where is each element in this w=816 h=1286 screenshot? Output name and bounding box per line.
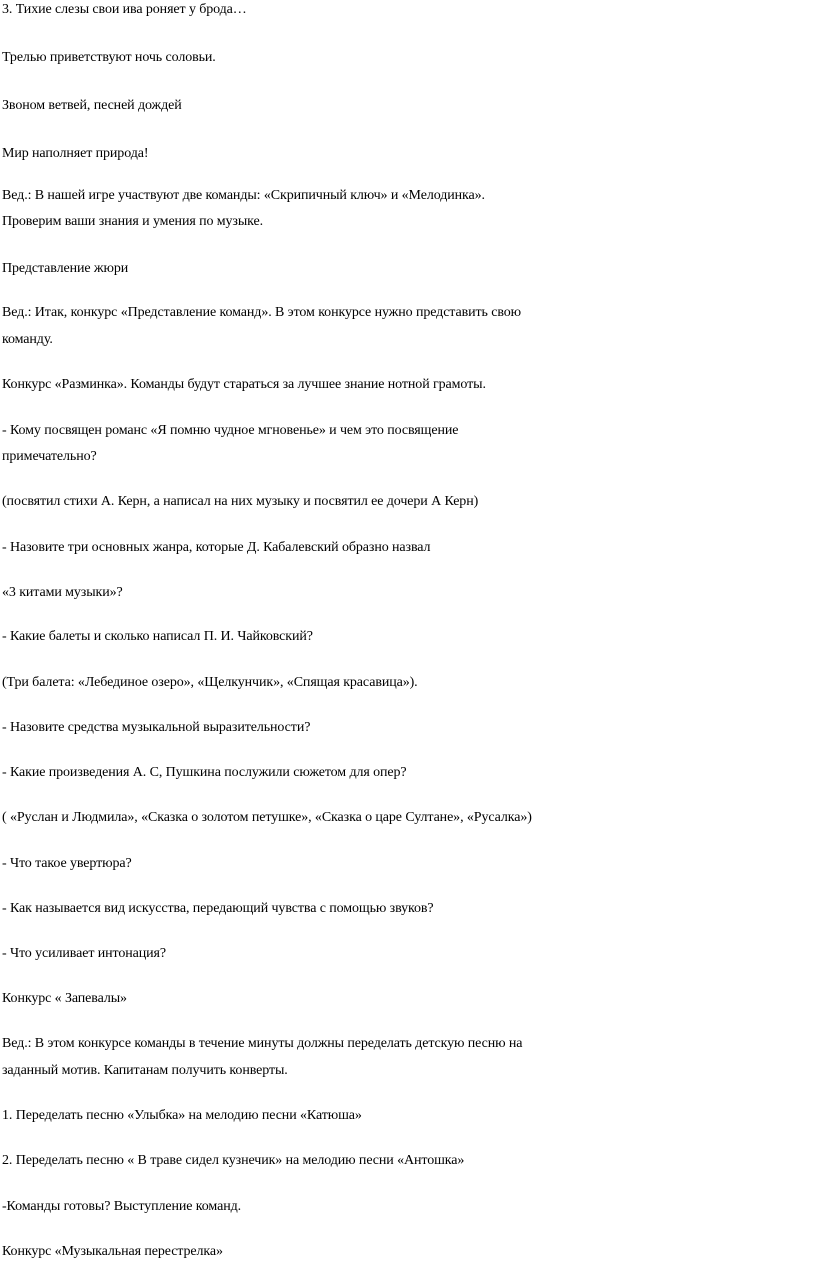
question-expression: - Назовите средства музыкальной выразительности? — [2, 720, 311, 735]
question-romance: - Кому посвящен романс «Я помню чудное мгновенье» и чем это посвящение — [2, 423, 459, 438]
warmup-contest: Конкурс «Разминка». Команды будут стараться за лучшее знание нотной грамоты. — [2, 377, 486, 392]
host-zapevaly-intro-cont: заданный мотив. Капитанам получить конверты. — [2, 1063, 288, 1078]
task-1: 1. Переделать песню «Улыбка» на мелодию песни «Катюша» — [2, 1108, 362, 1123]
zapevaly-contest: Конкурс « Запевалы» — [2, 991, 127, 1006]
shootout-contest: Конкурс «Музыкальная перестрелка» — [2, 1244, 223, 1259]
answer-ballets: (Три балета: «Лебединое озеро», «Щелкунчик», «Спящая красавица»). — [2, 675, 418, 690]
question-genres: - Назовите три основных жанра, которые Д. Кабалевский образно назвал — [2, 540, 431, 555]
task-2: 2. Переделать песню « В траве сидел кузнечик» на мелодию песни «Антошка» — [2, 1153, 465, 1168]
question-ballets: - Какие балеты и сколько написал П. И. Чайковский? — [2, 629, 313, 644]
question-romance-cont: примечательно? — [2, 449, 97, 464]
poem-line-3: Звоном ветвей, песней дождей — [2, 98, 182, 113]
poem-line-1: 3. Тихие слезы свои ива роняет у брода… — [2, 2, 247, 17]
host-zapevaly-intro: Вед.: В этом конкурсе команды в течение минуты должны переделать детскую песню на — [2, 1036, 523, 1051]
question-art-type: - Как называется вид искусства, передающий чувства с помощью звуков? — [2, 901, 434, 916]
host-teams-intro-cont: Проверим ваши знания и умения по музыке. — [2, 214, 264, 229]
question-overture: - Что такое увертюра? — [2, 856, 132, 871]
host-contest-intro: Вед.: Итак, конкурс «Представление команд». В этом конкурсе нужно представить свою — [2, 305, 522, 320]
jury-heading: Представление жюри — [2, 261, 129, 276]
poem-line-2: Трелью приветствуют ночь соловьи. — [2, 50, 216, 65]
host-teams-intro: Вед.: В нашей игре участвуют две команды: «Скрипичный ключ» и «Мелодинка». — [2, 188, 485, 203]
poem-line-4: Мир наполняет природа! — [2, 146, 149, 161]
question-pushkin: - Какие произведения А. С, Пушкина послужили сюжетом для опер? — [2, 765, 407, 780]
host-contest-intro-cont: команду. — [2, 332, 53, 347]
answer-pushkin: ( «Руслан и Людмила», «Сказка о золотом петушке», «Сказка о царе Султане», «Русалка») — [2, 810, 532, 825]
answer-romance: (посвятил стихи А. Керн, а написал на них музыку и посвятил ее дочери А Керн) — [2, 494, 479, 509]
question-intonation: - Что усиливает интонация? — [2, 946, 167, 961]
teams-ready: -Команды готовы? Выступление команд. — [2, 1199, 242, 1214]
question-genres-cont: «3 китами музыки»? — [2, 585, 123, 600]
